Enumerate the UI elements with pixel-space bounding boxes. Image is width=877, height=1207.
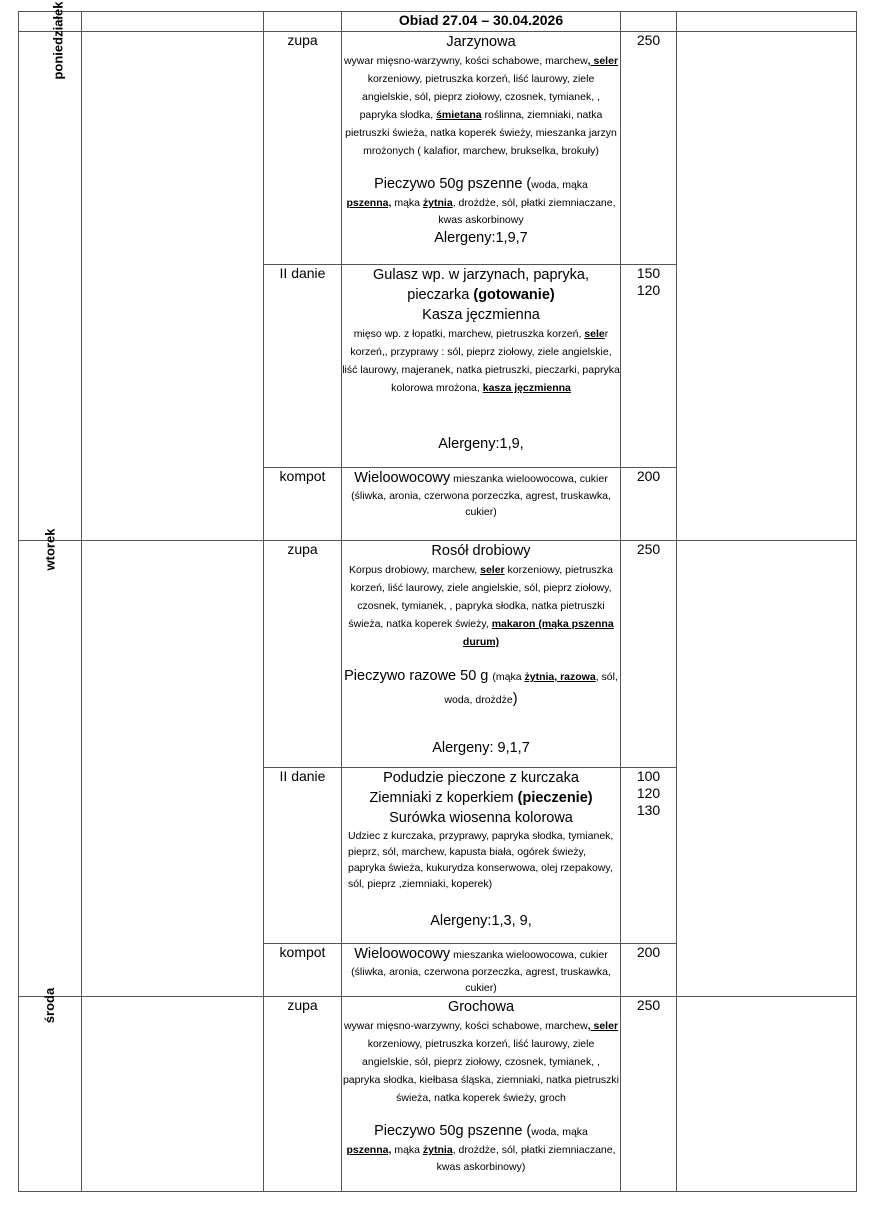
allergen-highlight: seler (480, 564, 505, 576)
extra-cell (677, 997, 857, 1192)
dish-ingredients: wywar mięsno-warzywny, kości schabowe, marchew, seler korzeniowy, pietruszka korzeń, liść laurowy, ziele angielskie, sól, pieprz ziołowy, czosnek, tymianek, , papryka słodka, kiełbasa śląska, ziemniaki, natka pietruszki świeża, natka koperek świeży, groch (342, 1020, 620, 1104)
allergen-highlight: śmietana (436, 109, 482, 121)
header-cell-blank (82, 12, 264, 32)
day-cell-wednesday (19, 987, 82, 1192)
menu-title: Obiad 27.04 – 30.04.2026 (342, 12, 621, 32)
allergens-line: Alergeny:1,3, 9, (430, 913, 532, 929)
allergens-line: Alergeny:1,9, (438, 436, 524, 452)
dish-ingredients: Korpus drobiowy, marchew, seler korzeniowy, pietruszka korzeń, liść laurowy, ziele angielskie, sól, pieprz ziołowy, czosnek, tymianek, , papryka słodka, natka pietruszki świeża, natka koperek świeży, makaron (mąka pszenna durum) (348, 564, 614, 648)
dish-cell (342, 468, 621, 541)
portion-qty: 200 (621, 468, 677, 541)
portion-qty: 250 (621, 997, 677, 1192)
dish-name: Ziemniaki z koperkiem (pieczenie) (369, 790, 593, 806)
day-label: wtorek (42, 528, 58, 571)
allergen-highlight: sele (584, 328, 605, 340)
course-type: zupa (264, 32, 342, 265)
allergens-line: Alergeny:1,9,7 (434, 230, 528, 246)
portion-qty: 100 120 130 (621, 768, 677, 944)
dish-name: Surówka wiosenna kolorowa (389, 810, 573, 826)
day-label: poniedziałek (50, 1, 66, 80)
allergen-highlight: , seler (587, 1020, 619, 1032)
dish-name: Podudzie pieczone z kurczaka (383, 770, 579, 786)
allergen-highlight: żytnia (422, 197, 453, 209)
dish-cell (342, 997, 621, 1192)
header-cell-extra (677, 12, 857, 32)
extra-cell (677, 32, 857, 541)
dish-name: Rosół drobiowy (431, 543, 531, 559)
blank-cell (82, 997, 264, 1192)
course-type: zupa (264, 997, 342, 1192)
portion-qty: 200 (621, 944, 677, 997)
blank-cell (82, 32, 264, 541)
course-type: kompot (264, 944, 342, 997)
blank-cell (82, 541, 264, 997)
dish-cell (342, 944, 621, 997)
allergen-highlight: makaron (mąka pszenna durum) (462, 618, 614, 648)
bread-line: Pieczywo razowe 50 g (mąka żytnia, razowa, sól, woda, drożdże) (344, 668, 618, 707)
dish-cell (342, 541, 621, 768)
dish-cell (342, 265, 621, 468)
allergen-highlight: kasza jęczmienna (482, 382, 571, 394)
dish-cell (342, 32, 621, 265)
table-row (19, 541, 857, 768)
table-row (19, 997, 857, 1192)
dish-name: Jarzynowa (446, 34, 516, 50)
dish-ingredients: mięso wp. z łopatki, marchew, pietruszka korzeń, seler korzeń,, przyprawy : sól, pieprz ziołowy, ziele angielskie, liść laurowy, majeranek, natka pietruszki, pieczarki, papryka kolorowa mrożona, kasza jęczmienna (342, 328, 620, 394)
day-cell-tuesday (19, 528, 82, 997)
dish-name: Grochowa (447, 999, 515, 1015)
extra-cell (677, 541, 857, 997)
allergens-line: Alergeny: 9,1,7 (432, 740, 530, 756)
bread-ingredients: pszenna, mąka żytnia, drożdże, sól, płatki ziemniaczane, kwas askorbinowy (346, 197, 616, 226)
dish-name: Gulasz wp. w jarzynach, papryka, pieczarka (gotowanie) (373, 267, 589, 303)
portion-qty: 250 (621, 32, 677, 265)
header-cell-type (264, 12, 342, 32)
course-type: kompot (264, 468, 342, 541)
course-type: II danie (264, 265, 342, 468)
menu-table (18, 1, 857, 1192)
table-row (19, 32, 857, 265)
portion-qty: 150 120 (621, 265, 677, 468)
bread-line: Pieczywo 50g pszenne (woda, mąka (374, 176, 588, 192)
course-type: II danie (264, 768, 342, 944)
day-label: środa (42, 987, 58, 1024)
header-row (19, 12, 857, 32)
allergen-highlight: żytnia (422, 1144, 453, 1156)
allergen-highlight: pszenna, (346, 197, 392, 209)
portion-qty: 250 (621, 541, 677, 768)
course-type: zupa (264, 541, 342, 768)
dish-ingredients: wywar mięsno-warzywny, kości schabowe, marchew, seler korzeniowy, pietruszka korzeń, liść laurowy, ziele angielskie, sól, pieprz ziołowy, czosnek, tymianek, , papryka słodka, śmietana roślinna, ziemniaki, natka pietruszki świeża, natka koperek świeży, mieszanka jarzyn mrożonych ( kalafior, marchew, brukselka, brokuły) (343, 55, 619, 157)
dish-name: Kasza jęczmienna (422, 307, 540, 323)
dish-cell (342, 768, 621, 944)
allergen-highlight: pszenna, (346, 1144, 392, 1156)
day-cell-monday (19, 1, 82, 541)
dish-name: Wieloowocowy (354, 946, 451, 962)
dish-ingredients: Udziec z kurczaka, przyprawy, papryka słodka, tymianek, pieprz, sól, marchew, kapusta biała, ogórek świeży, papryka świeża, kukurydza konserwowa, olej rzepakowy, sól, pieprz ,ziemniaki, koperek) (348, 830, 614, 890)
allergen-highlight: , seler (587, 55, 619, 67)
dish-ingredients: Wieloowocowy mieszanka wieloowocowa, cukier (śliwka, aronia, czerwona porzeczka, agrest, truskawka, cukier) (351, 470, 611, 518)
header-cell-qty (621, 12, 677, 32)
dish-ingredients: Wieloowocowy mieszanka wieloowocowa, cukier (śliwka, aronia, czerwona porzeczka, agrest, truskawka, cukier) (351, 946, 611, 994)
allergen-highlight: żytnia, razowa (524, 671, 596, 683)
bread-line: Pieczywo 50g pszenne (woda, mąka (374, 1123, 588, 1139)
dish-name: Wieloowocowy (354, 470, 451, 486)
bread-ingredients: pszenna, mąka żytnia, drożdże, sól, płatki ziemniaczane, kwas askorbinowy) (346, 1144, 616, 1173)
